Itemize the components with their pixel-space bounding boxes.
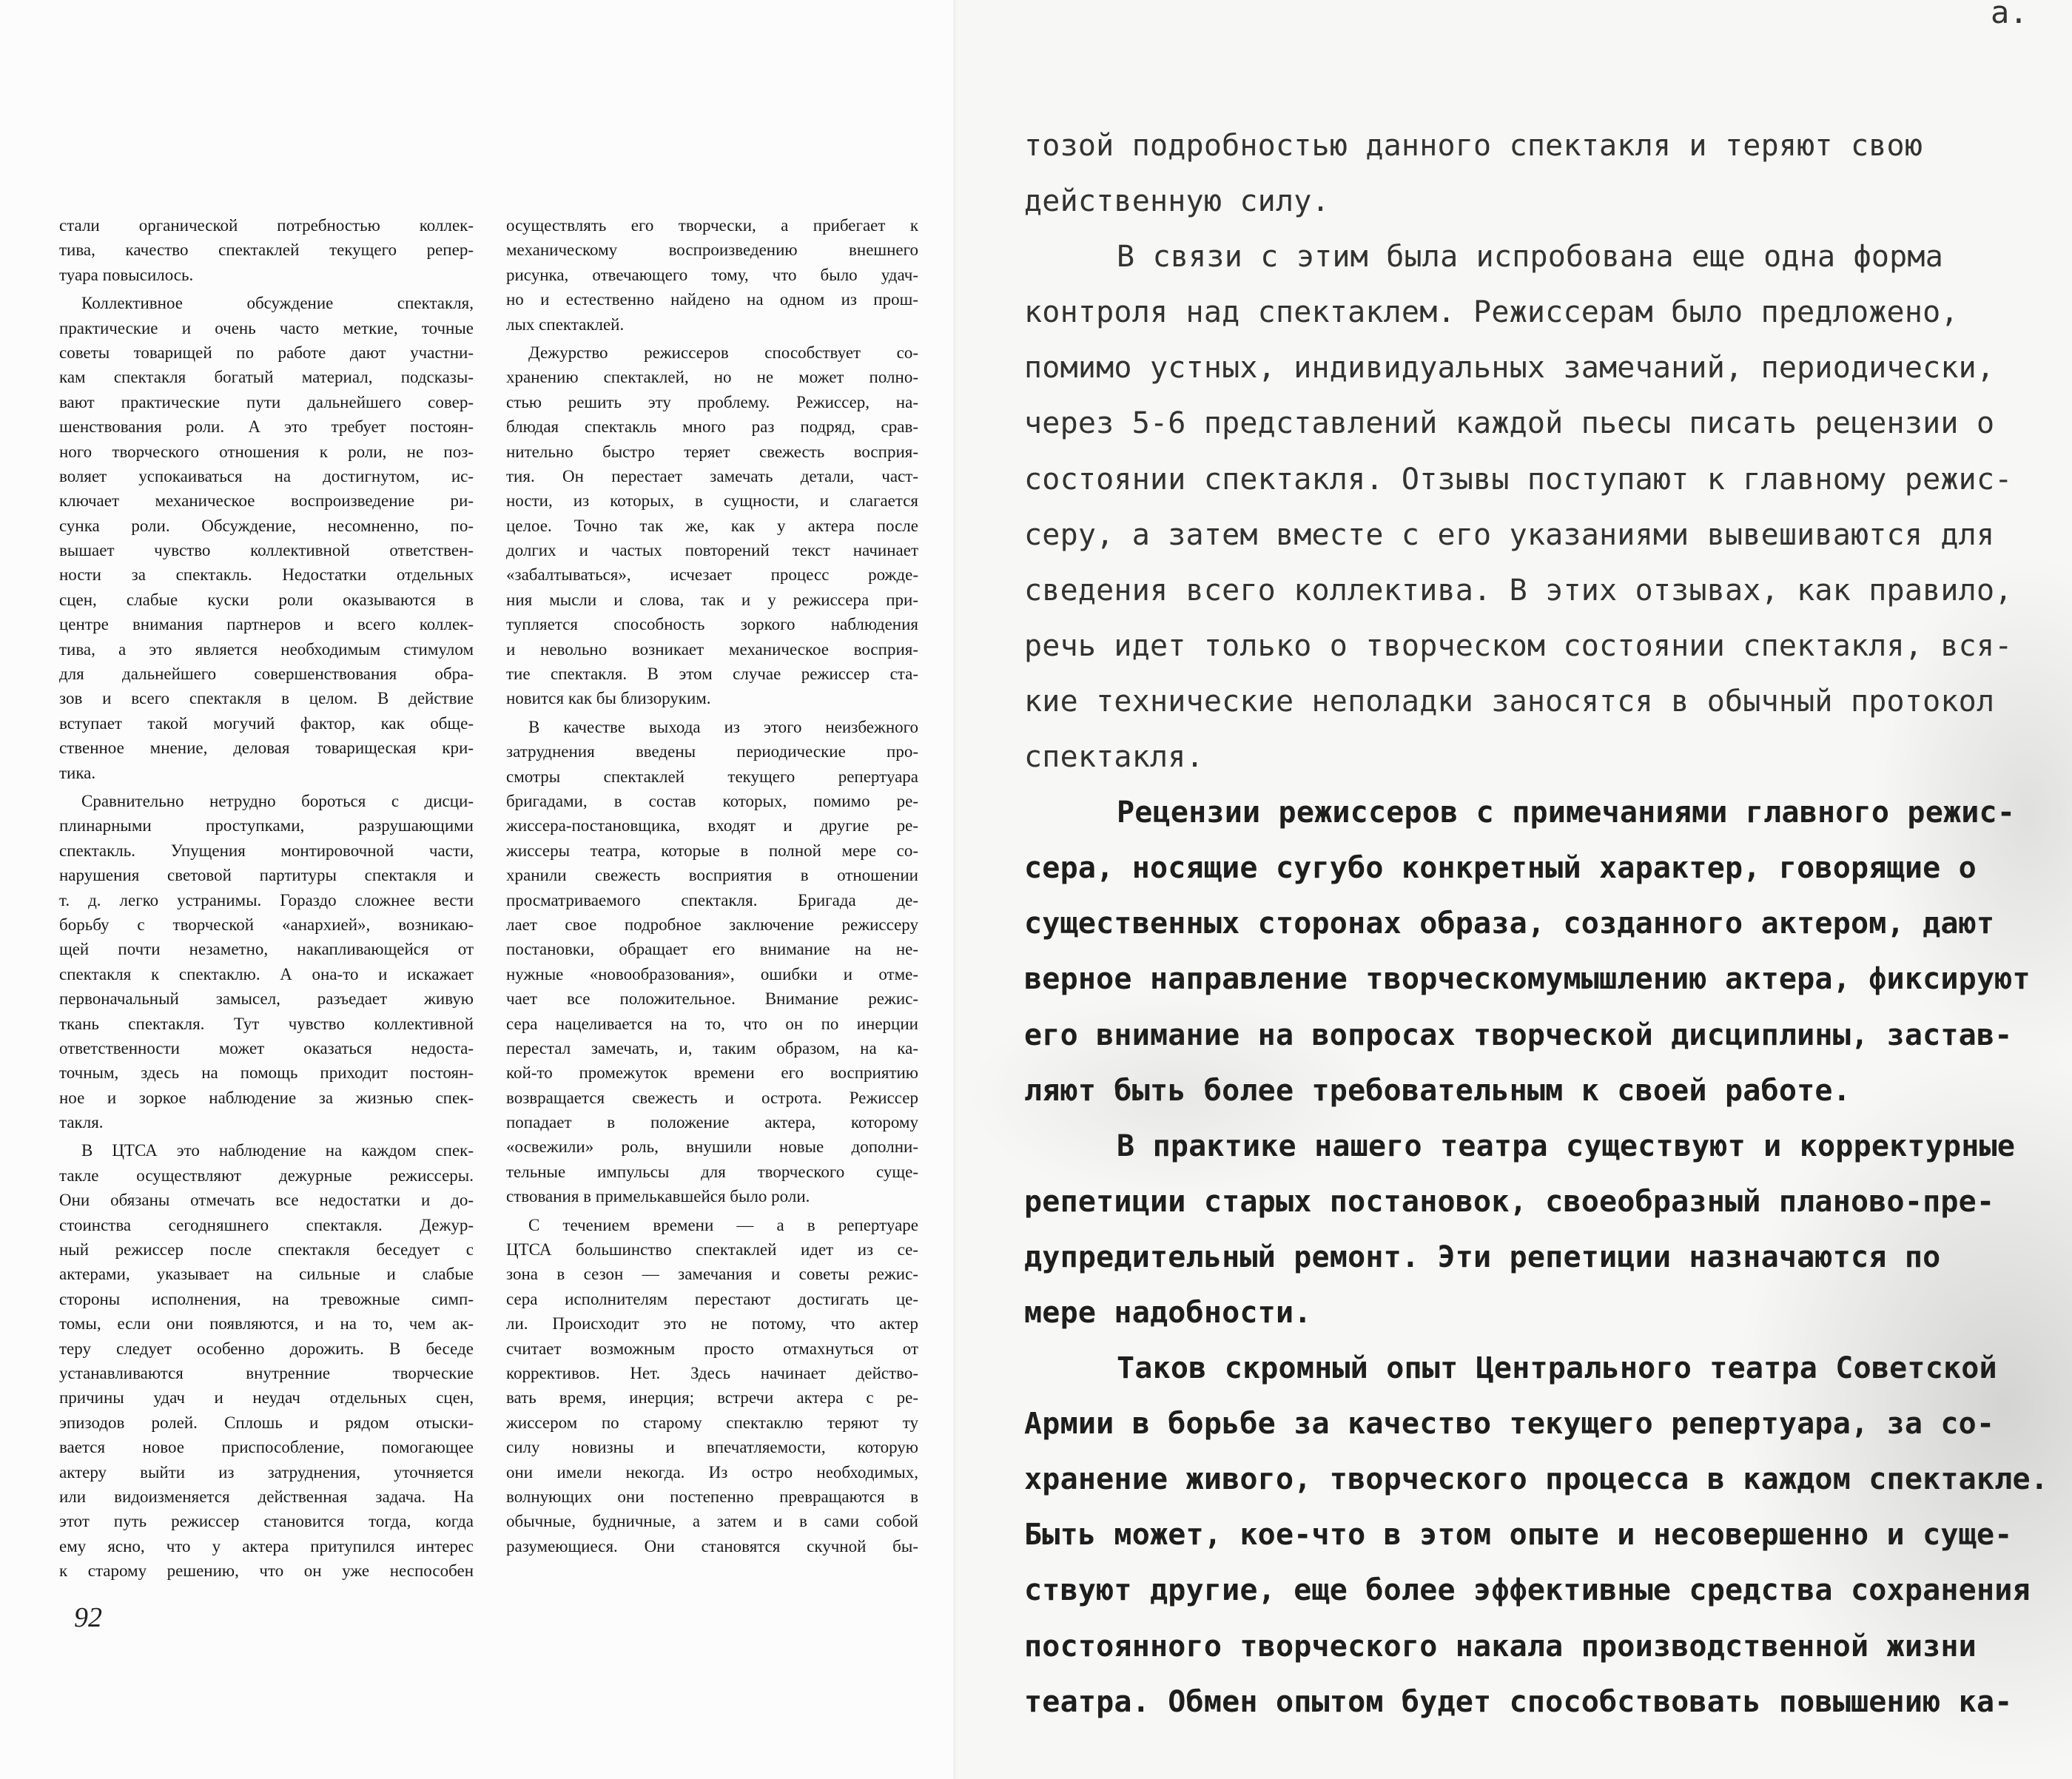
typed-line: мере надобности. [1024, 1295, 1312, 1330]
text-line: сцен, слабые куски роли оказываются в [59, 590, 474, 609]
text-line: считает возможным просто отмахнуться от [506, 1339, 918, 1358]
text-line: первоначальный замысел, разъедает живую [59, 989, 474, 1009]
text-line: стали органической потребностью коллек- [59, 216, 474, 235]
text-line: спектакль. Упущения монтировочной части, [59, 841, 474, 860]
typed-line: Таков скромный опыт Центрального театра Советской [1117, 1351, 1997, 1386]
text-line: плинарными проступками, разрушающими [59, 816, 474, 835]
text-line: ного творческого отношения к роли, не поз- [59, 442, 474, 461]
text-line: для дальнейшего совершенствования обра- [59, 665, 474, 684]
paragraph [59, 291, 474, 785]
text-line: хранению спектаклей, но не может полно- [506, 368, 918, 387]
text-line: зона в сезон — замечания и советы режис- [506, 1265, 918, 1284]
page-number: 92 [74, 1602, 102, 1633]
text-line: нарушения световой партитуры спектакля и [59, 866, 474, 885]
text-line: блюдая спектакль много раз подряд, срав- [506, 417, 918, 437]
text-line: щей почти незаметно, накапливающейся от [59, 940, 474, 959]
text-line: тия. Он перестает замечать детали, част- [506, 466, 918, 485]
text-line: хранили свежесть восприятия в отношении [506, 866, 918, 885]
text-line: ный режиссер после спектакля беседует с [59, 1240, 474, 1260]
typed-line: ляют быть более требовательным к своей работе. [1024, 1073, 1851, 1108]
paragraph [59, 1138, 474, 1583]
typed-line: В связи с этим была испробована еще одна форма [1117, 240, 1943, 275]
text-line: вступает такой могучий фактор, как обще- [59, 713, 474, 733]
text-line: ственное мнение, деловая товарищеская кри- [59, 739, 474, 758]
typed-line: его внимание на вопросах творческой дисциплины, застав- [1024, 1018, 2013, 1052]
text-line: тие спектакля. В этом случае режиссер ста- [506, 665, 918, 684]
text-line: сера нацеливается на то, что он по инерции [506, 1014, 918, 1033]
text-line: такле осуществляют дежурные режиссеры. [59, 1166, 474, 1185]
text-line: вать время, инерция; встречи актера с ре- [506, 1388, 918, 1408]
text-line: тика. [59, 763, 96, 782]
paragraph [506, 340, 918, 711]
text-line: советы товарищей по работе дают участни- [59, 343, 474, 362]
paragraph [59, 789, 474, 1134]
typed-line: верное направление творческомумышлению актера, фиксируют [1024, 962, 2031, 997]
text-line: механическому воспроизведению внешнего [506, 241, 918, 260]
typed-line: Рецензии режиссеров с примечаниями главного режис- [1117, 796, 2016, 830]
typed-line: кие технические неполадки заносятся в обычный протокол [1024, 684, 1995, 719]
text-line: сунка роли. Обсуждение, несомненно, по- [59, 516, 474, 535]
text-line: вают практические пути дальнейшего совер- [59, 392, 474, 411]
text-line: просматриваемого спектакля. Бригада де- [506, 890, 918, 909]
text-line: ли. Происходит это не потому, что актер [506, 1314, 918, 1334]
text-line: сера исполнителям перестают достигать це- [506, 1289, 918, 1308]
typed-line: сера, носящие сугубо конкретный характер, говорящие о [1024, 851, 1977, 886]
typed-line: контроля над спектаклем. Режиссерам было предложено, [1024, 295, 1959, 330]
text-line: лых спектаклей. [506, 315, 625, 334]
text-line: борьбу с творческой «анархией», возникаю- [59, 915, 474, 934]
text-line: или видоизменяется действенная задача. На [59, 1487, 474, 1506]
printed-column-left [59, 213, 474, 1587]
text-line: тива, а это является необходимым стимулом [59, 639, 474, 659]
typed-line: Быть может, кое-что в этом опыте и несовершенно и суще- [1024, 1518, 2013, 1553]
text-line: кам спектакля богатый материал, подсказы- [59, 368, 474, 387]
text-line: Они обязаны отмечать все недостатки и до- [59, 1191, 474, 1210]
text-line: ствования в примелькавшейся было роли. [506, 1187, 810, 1206]
printed-column-right [506, 213, 918, 1562]
text-line: такля. [59, 1113, 104, 1132]
typed-line: дупредительный ремонт. Эти репетиции назначаются по [1024, 1240, 1941, 1274]
text-line: В качестве выхода из этого неизбежного [528, 717, 918, 736]
text-line: туара повысилось. [59, 265, 194, 284]
text-line: лает свое подробное заключение режиссеру [506, 915, 918, 934]
text-line: возвращается свежесть и острота. Режиссер [506, 1088, 918, 1107]
text-line: новится как бы близоруким. [506, 689, 711, 708]
text-line: воляет успокаиваться на достигнутом, ис- [59, 466, 474, 485]
typed-line: помимо устных, индивидуальных замечаний, периодически, [1024, 351, 1995, 386]
typed-line: речь идет только о творческом состоянии спектакля, вся- [1024, 628, 2013, 663]
typed-line: через 5-6 представлений каждой пьесы писать рецензии о [1024, 406, 1995, 441]
text-line: Сравнительно нетрудно бороться с дисци- [81, 791, 474, 810]
text-line: волнующих они постепенно превращаются в [506, 1487, 918, 1506]
text-line: стью решить эту проблему. Режиссер, на- [506, 392, 918, 411]
text-line: ности, из которых, в сущности, и слагается [506, 491, 918, 511]
text-line: разумеющиеся. Они становятся скучной бы- [506, 1536, 918, 1556]
text-line: долгих и частых повторений текст начинает [506, 541, 918, 560]
text-line: шенствования роли. А это требует постоян- [59, 417, 474, 437]
text-line: рисунка, отвечающего тому, что было удач- [506, 265, 918, 284]
text-line: центре внимания партнеров и всего коллек- [59, 615, 474, 634]
text-line: тупляется способность зоркого наблюдения [506, 615, 918, 634]
text-line: ключает механическое воспроизведение ри- [59, 491, 474, 511]
text-line: жиссеры театра, которые в полной мере со- [506, 841, 918, 860]
text-line: но и естественно найдено на одном из прош- [506, 290, 918, 309]
typed-line: хранение живого, творческого процесса в каждом спектакле. [1024, 1462, 2049, 1497]
text-line: зов и всего спектакля в целом. В действие [59, 689, 474, 708]
typed-line: сведения всего коллектива. В этих отзывах, как правило, [1024, 573, 2013, 608]
text-line: тельные импульсы для творческого суще- [506, 1162, 918, 1181]
typed-line: театра. Обмен опытом будет способствовать повышению ка- [1024, 1684, 2013, 1719]
text-line: обычные, будничные, а затем и в сами собой [506, 1512, 918, 1531]
typed-line: состоянии спектакля. Отзывы поступают к главному режис- [1024, 462, 2013, 497]
text-line: кой-то промежуток времени его восприятию [506, 1063, 918, 1083]
typed-line: серу, а затем вместе с его указаниями вывешиваются для [1024, 517, 1995, 552]
text-line: постановки, обращает его внимание на не- [506, 940, 918, 959]
text-line: теру следует особенно дорожить. В беседе [59, 1339, 474, 1358]
text-line: ния мысли и слова, так и у режиссера при- [506, 590, 918, 609]
text-line: Дежурство режиссеров способствует со- [528, 343, 918, 362]
text-line: они имели некогда. Из остро необходимых, [506, 1462, 918, 1482]
corner-mark: а. [1991, 0, 2028, 30]
text-line: томы, если они появляются, и на то, чем ак- [59, 1314, 474, 1334]
text-line: коррективов. Нет. Здесь начинает действо- [506, 1363, 918, 1382]
text-line: чает все положительное. Внимание режис- [506, 989, 918, 1009]
text-line: нужные «новообразования», ошибки и отме- [506, 964, 918, 983]
paragraph [506, 1213, 918, 1558]
text-line: этот путь режиссер становится тогда, когда [59, 1512, 474, 1531]
text-line: ткань спектакля. Тут чувство коллективной [59, 1014, 474, 1033]
text-line: ему ясно, что у актера притупился интерес [59, 1536, 474, 1556]
paragraph [506, 715, 918, 1209]
typed-line: существенных сторонах образа, созданного актером, дают [1024, 907, 1995, 941]
typed-line: тозой подробностью данного спектакля и теряют свою [1024, 129, 1923, 163]
typed-line: ствуют другие, еще более эффективные средства сохранения [1024, 1573, 2031, 1608]
paragraph [59, 213, 474, 287]
text-line: затруднения введены периодические про- [506, 742, 918, 761]
text-line: смотры спектаклей текущего репертуара [506, 767, 918, 786]
text-line: к старому решению, что он уже неспособен [59, 1561, 474, 1581]
paragraph [506, 213, 918, 337]
text-line: ответственности может оказаться недоста- [59, 1038, 474, 1057]
text-line: жиссером по старому спектаклю теряют ту [506, 1413, 918, 1432]
text-line: «освежили» роль, внушили новые дополни- [506, 1137, 918, 1157]
text-line: актерами, указывает на сильные и слабые [59, 1265, 474, 1284]
text-line: Коллективное обсуждение спектакля, [81, 294, 474, 313]
text-line: актеру выйти из затруднения, уточняется [59, 1462, 474, 1482]
text-line: силу новизны и впечатляемости, которую [506, 1438, 918, 1457]
text-line: ное и зоркое наблюдение за жизнью спек- [59, 1088, 474, 1107]
text-line: осуществлять его творчески, а прибегает к [506, 216, 918, 235]
typed-line: постоянного творческого накала производственной жизни [1024, 1629, 1977, 1664]
text-line: перестал замечать, и, таким образом, на ка- [506, 1038, 918, 1057]
typed-line: репетиции старых постановок, своеобразный планово-пре- [1024, 1184, 1995, 1219]
text-line: т. д. легко устранимы. Гораздо сложнее вести [59, 890, 474, 909]
text-line: практические и очень часто меткие, точные [59, 318, 474, 337]
text-line: вается новое приспособление, помогающее [59, 1438, 474, 1457]
text-line: причины удач и неудач отдельных сцен, [59, 1388, 474, 1408]
text-line: точным, здесь на помощь приходит постоян- [59, 1063, 474, 1083]
typed-line: Армии в борьбе за качество текущего репертуара, за со- [1024, 1407, 1995, 1442]
text-line: «забалтываться», исчезает процесс рожде- [506, 565, 918, 585]
page-gutter [953, 0, 955, 1779]
text-line: спектакля к спектаклю. А она-то и искажает [59, 964, 474, 983]
typed-line: спектакля. [1024, 740, 1204, 775]
text-line: ЦТСА большинство спектаклей идет из се- [506, 1240, 918, 1260]
text-line: устанавливаются внутренние творческие [59, 1363, 474, 1382]
text-line: стороны исполнения, на тревожные симп- [59, 1289, 474, 1308]
text-line: попадает в положение актера, которому [506, 1113, 918, 1132]
text-line: и невольно возникает механическое восприя- [506, 639, 918, 659]
text-line: целое. Точно так же, как у актера после [506, 516, 918, 535]
text-line: тива, качество спектаклей текущего репер- [59, 241, 474, 260]
text-line: нительно быстро теряет свежесть восприя- [506, 442, 918, 461]
text-line: вышает чувство коллективной ответствен- [59, 541, 474, 560]
text-line: бригадами, в состав которых, помимо ре- [506, 791, 918, 810]
typed-line: действенную силу. [1024, 184, 1330, 219]
typewritten-text [1024, 118, 2048, 1730]
text-line: В ЦТСА это наблюдение на каждом спек- [81, 1141, 474, 1160]
text-line: жиссера-постановщика, входят и другие ре- [506, 816, 918, 835]
text-line: ности за спектакль. Недостатки отдельных [59, 565, 474, 585]
text-line: эпизодов ролей. Сплошь и рядом отыски- [59, 1413, 474, 1432]
text-line: стоинства сегодняшнего спектакля. Дежур- [59, 1215, 474, 1234]
typed-line: В практике нашего театра существуют и корректурные [1117, 1129, 2016, 1163]
text-line: С течением времени — а в репертуаре [528, 1215, 918, 1234]
